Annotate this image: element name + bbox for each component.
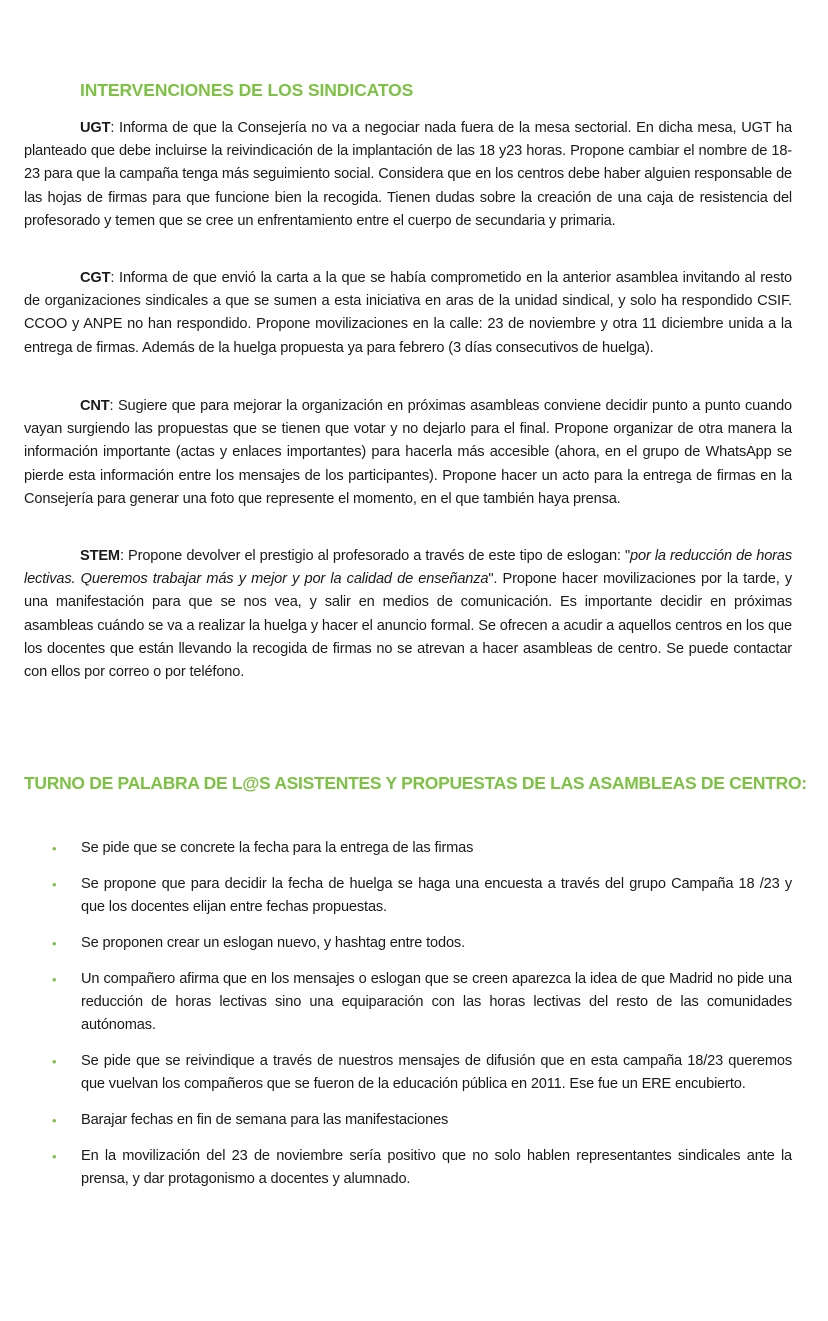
- list-item-text: Barajar fechas en fin de semana para las manifestaciones: [81, 1111, 449, 1128]
- union-name: CNT: [80, 398, 110, 414]
- intervention-cnt: [24, 395, 792, 511]
- list-item: [24, 1145, 792, 1191]
- intervention-text: : Propone devolver el prestigio al profesorado a través de este tipo de eslogan: ": [119, 548, 631, 564]
- bullet-icon: •: [52, 1053, 57, 1069]
- intervention-text: : Sugiere que para mejorar la organización en próximas asambleas conviene decidir punto a punto cuando vayan surgiendo las propuestas que se tienen que votar y no dejarlo para el final. Propone organizar de otra manera la información importante (actas y enlaces importantes) para hacerla más accesible (ahora, en el grupo de WhatsApp se pierde esta información entre los mensajes de los participantes). Propone hacer un acto para la entrega de firmas en la Consejería para generar una foto que represente el momento, en el que también haya prensa.: [24, 398, 792, 507]
- proposals-list: [24, 837, 792, 1204]
- slogan-text: por la reducción de horas lectivas. Queremos trabajar más y mejor y por la calidad de enseñanza: [24, 548, 792, 588]
- list-item-text: Se proponen crear un eslogan nuevo, y hashtag entre todos.: [81, 934, 465, 951]
- intervention-stem: [24, 545, 792, 684]
- list-item-text: Un compañero afirma que en los mensajes o eslogan que se creen aparezca la idea de que Madrid no pide una reducción de horas lectivas sino una equiparación con las horas lectivas del resto de las comunidades autónomas.: [81, 970, 792, 1033]
- intervention-text: ". Propone hacer movilizaciones por la tarde, y una manifestación para que se nos vea, y salir en medios de comunicación. Es importante decidir en próximas asambleas cuándo se va a realizar la huelga y hacer el anuncio formal. Se ofrecen a acudir a aquellos centros en los que los docentes que están llevando la recogida de firmas no se atrevan a hacer asambleas de centro. Se puede contactar con ellos por correo o por teléfono.: [24, 571, 792, 681]
- list-item: [24, 932, 792, 955]
- bullet-icon: •: [52, 1112, 57, 1128]
- section-title-interventions: INTERVENCIONES DE LOS SINDICATOS: [80, 80, 414, 100]
- list-item: [24, 968, 792, 1038]
- bullet-icon: •: [52, 971, 57, 987]
- list-item: [24, 1050, 792, 1096]
- bullet-icon: •: [52, 841, 57, 856]
- list-item: [24, 1109, 792, 1132]
- list-item-text: En la movilización del 23 de noviembre sería positivo que no solo hablen representantes sindicales ante la prensa, y dar protagonismo a docentes y alumnado.: [81, 1147, 792, 1187]
- list-item-text: Se pide que se reivindique a través de nuestros mensajes de difusión que en esta campaña 18/23 queremos que vuelvan los compañeros que se fueron de la educación pública en 2011. Ese fue un ERE encubierto.: [81, 1052, 792, 1092]
- list-item: [24, 873, 792, 919]
- list-item: [24, 837, 792, 860]
- union-name: UGT: [80, 120, 111, 136]
- list-item-text: Se propone que para decidir la fecha de huelga se haga una encuesta a través del grupo Campaña 18 /23 y que los docentes elijan entre fechas propuestas.: [81, 875, 792, 915]
- intervention-text: : Informa de que la Consejería no va a negociar nada fuera de la mesa sectorial. En dicha mesa, UGT ha planteado que debe incluirse la reivindicación de la implantación de las 18 y23 horas. Propone cambiar el nombre de 18-23 para que la campaña tenga más seguimiento social. Considera que en los centros debe haber alguien responsable de las hojas de firmas para que funcione bien la recogida. Tienen dudas sobre la creación de una caja de resistencia del profesorado y temen que se cree un enfrentamiento entre el cuerpo de secundaria y primaria.: [24, 120, 792, 229]
- list-item-text: Se pide que se concrete la fecha para la entrega de las firmas: [81, 840, 474, 856]
- bullet-icon: •: [52, 876, 57, 892]
- union-name: STEM: [80, 548, 120, 564]
- section-title-attendees: TURNO DE PALABRA DE L@S ASISTENTES Y PROPUESTAS DE LAS ASAMBLEAS DE CENTRO:: [24, 773, 807, 793]
- bullet-icon: •: [52, 1148, 57, 1164]
- bullet-icon: •: [52, 935, 57, 951]
- intervention-ugt: [24, 117, 792, 233]
- intervention-cgt: [24, 267, 792, 360]
- intervention-text: : Informa de que envió la carta a la que se había comprometido en la anterior asamblea invitando al resto de organizaciones sindicales a que se sumen a esta iniciativa en aras de la unidad sindical, y solo ha respondido CSIF. CCOO y ANPE no han respondido. Propone movilizaciones en la calle: 23 de noviembre y otra 11 diciembre unida a la entrega de firmas. Además de la huelga propuesta ya para febrero (3 días consecutivos de huelga).: [24, 270, 792, 356]
- union-name: CGT: [80, 270, 111, 286]
